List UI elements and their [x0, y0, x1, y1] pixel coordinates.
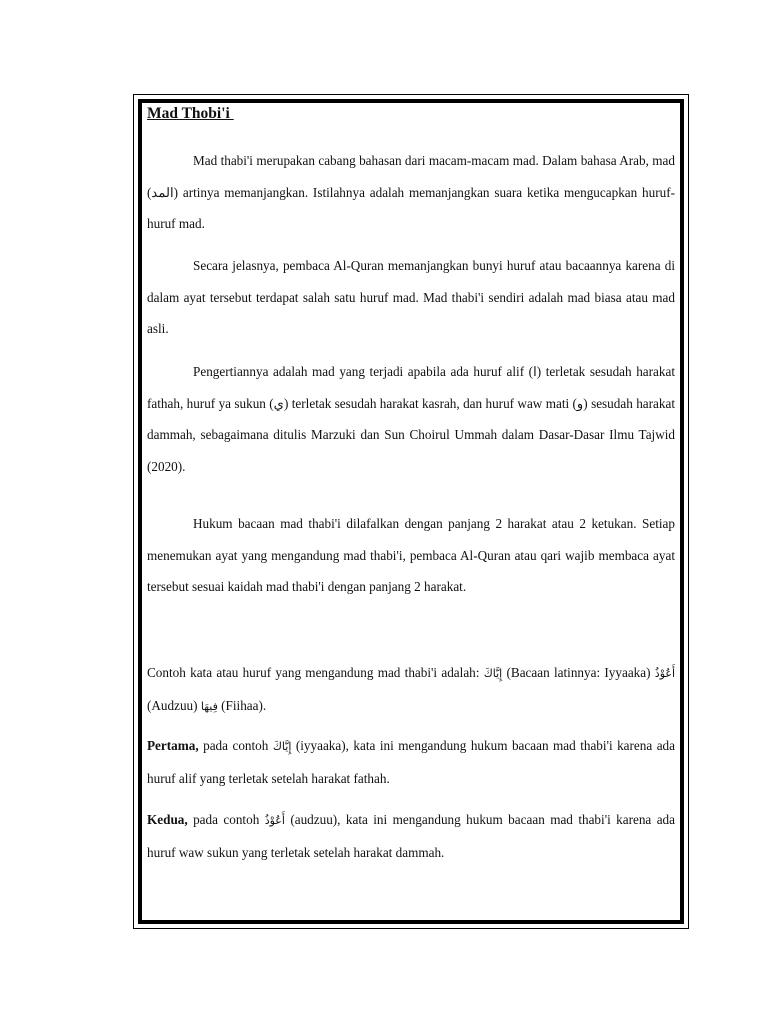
second-text-2: (audzuu), kata ini mengandung hukum bacaan mad thabi'i karena ada huruf waw sukun yang terletak setelah harakat dammah. [147, 812, 675, 860]
document-title: Mad Thobi'i [147, 105, 234, 122]
first-text-1: pada contoh [198, 738, 273, 753]
examples-text-1: Contoh kata atau huruf yang mengandung mad thabi'i adalah: [147, 665, 484, 680]
paragraph-first-example [147, 730, 675, 794]
paragraph-examples [147, 657, 675, 722]
paragraph-law: Hukum bacaan mad thabi'i dilafalkan dengan panjang 2 harakat atau 2 ketukan. Setiap menemukan ayat yang mengandung mad thabi'i, pembaca Al-Quran atau qari wajib membaca ayat tersebut sesuai kaidah mad thabi'i dengan panjang 2 harakat. [147, 516, 675, 594]
paragraph-definition: Mad thabi'i merupakan cabang bahasan dari macam-macam mad. Dalam bahasa Arab, mad (المد) artinya memanjangkan. Istilahnya adalah memanjangkan suara ketika mengucapkan huruf-huruf mad. [147, 153, 675, 231]
examples-text-2: (Bacaan latinnya: Iyyaaka) [502, 665, 655, 680]
arabic-word-fiiha: فِيهَا [200, 699, 218, 713]
paragraph-second-example [147, 804, 675, 868]
examples-text-3: (Audzuu) [147, 697, 201, 713]
examples-text-4: (Fiihaa). [217, 697, 267, 713]
paragraph-explanation: Secara jelasnya, pembaca Al-Quran memanjangkan bunyi huruf atau bacaannya karena di dalam ayat tersebut terdapat salah satu huruf mad. Mad thabi'i sendiri adalah mad biasa atau mad asli. [147, 258, 675, 336]
second-text-1: pada contoh [187, 812, 265, 827]
first-text-2: (iyyaaka), kata ini mengandung hukum bacaan mad thabi'i karena ada huruf alif yang terletak setelah harakat fathah. [147, 738, 675, 786]
arabic-word-audzu-2: أَعُوْذُ [264, 814, 285, 827]
arabic-word-iyyaka-2: إِيَّاكَ [272, 740, 292, 753]
label-second: Kedua, [147, 812, 188, 827]
arabic-word-audzu: أَعُوْذُ [654, 667, 675, 680]
paragraph-meaning: Pengertiannya adalah mad yang terjadi apabila ada huruf alif (ا) terletak sesudah harakat fathah, huruf ya sukun (ي) terletak sesudah harakat kasrah, dan huruf waw mati (و) sesudah harakat dammah, sebagaimana ditulis Marzuki dan Sun Choirul Ummah dalam Dasar-Dasar Ilmu Tajwid (2020). [147, 364, 675, 474]
arabic-word-iyyaka: إِيَّاكَ [483, 667, 503, 680]
label-first: Pertama, [147, 738, 199, 753]
